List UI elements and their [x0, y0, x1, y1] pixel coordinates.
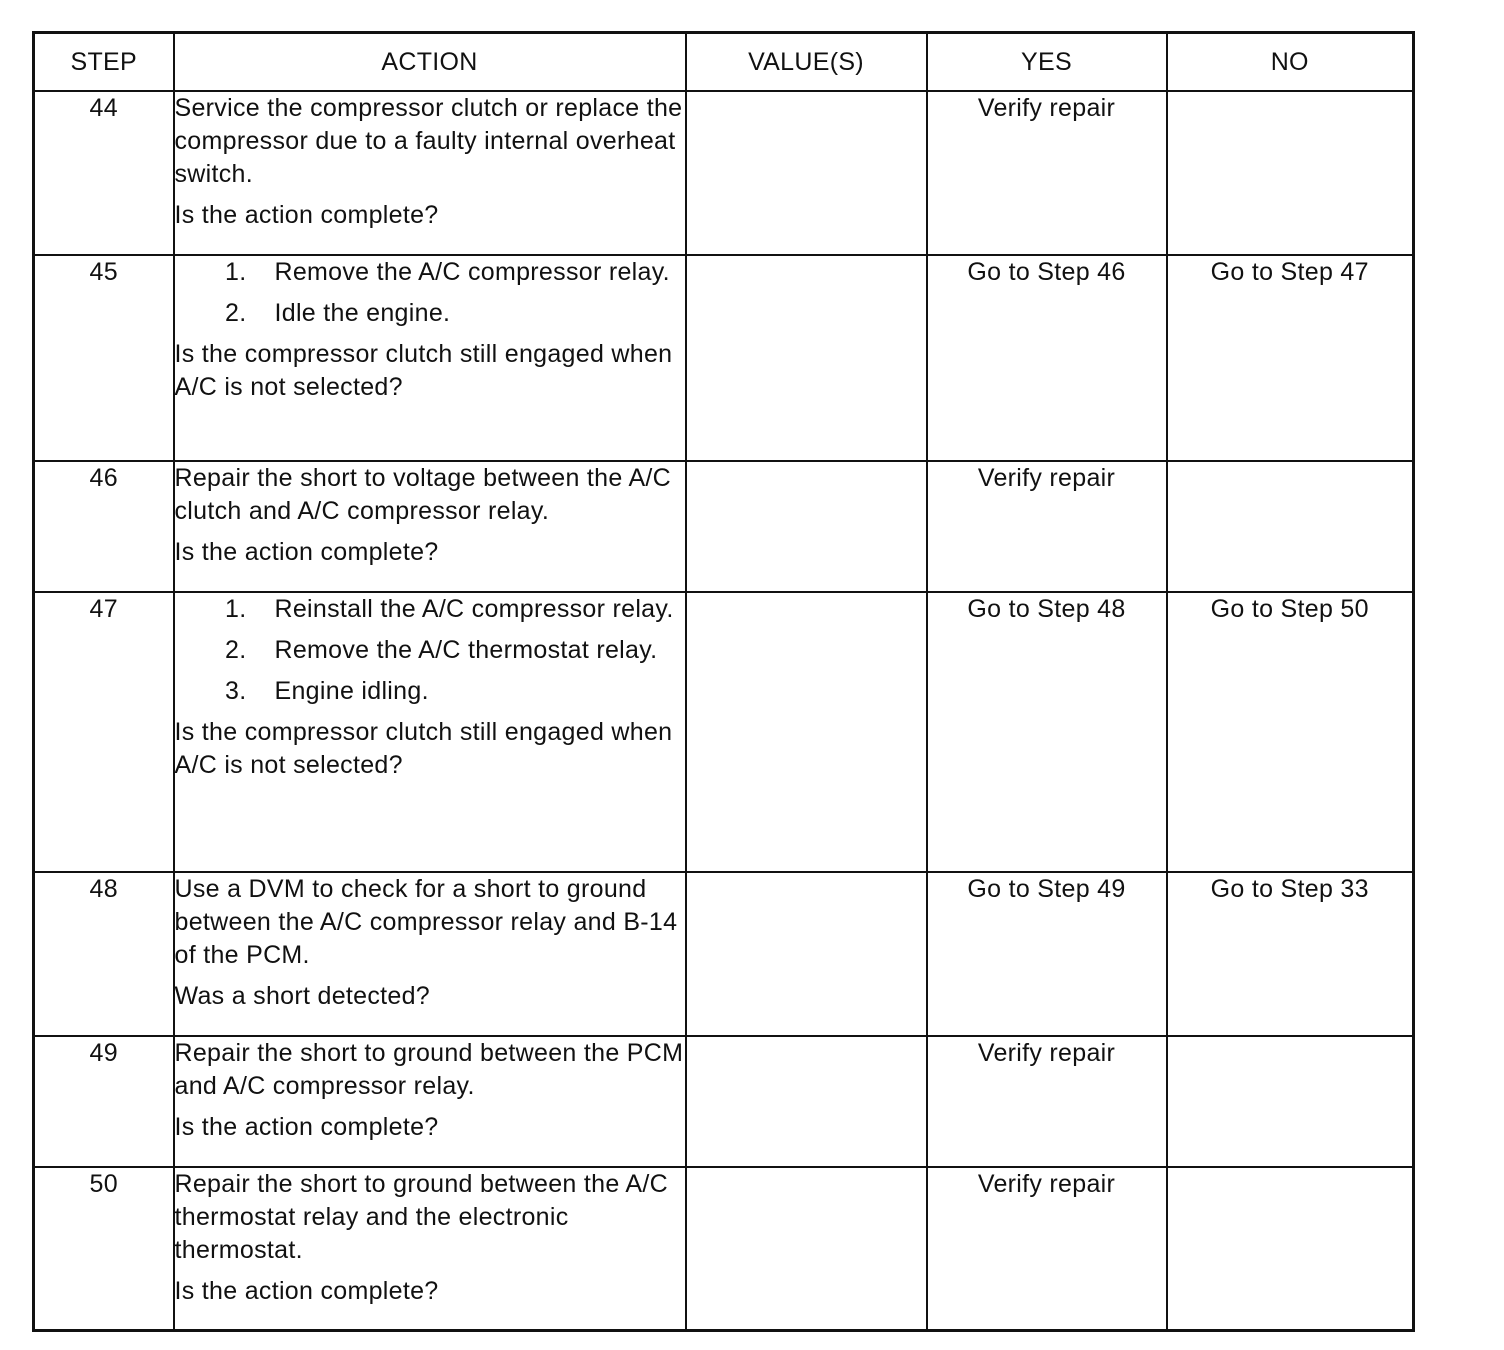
action-cell: [174, 91, 686, 255]
list-text: Reinstall the A/C compressor relay.: [274, 595, 674, 623]
action-text: Repair the short to ground between the A/C thermostat relay and the electronic thermostat.: [174, 1170, 668, 1264]
action-text: Repair the short to ground between the PCM and A/C compressor relay.: [174, 1039, 684, 1100]
action-text: Repair the short to voltage between the A/C clutch and A/C compressor relay.: [174, 464, 672, 525]
step-number: 48: [34, 872, 174, 1036]
action-cell: [174, 1167, 686, 1330]
action-question: Is the compressor clutch still engaged when A/C is not selected?: [174, 340, 673, 401]
value-cell: [686, 1036, 927, 1167]
list-number: 2.: [225, 299, 247, 327]
header-values: VALUE(S): [686, 33, 927, 92]
list-item: [175, 675, 685, 708]
no-cell: Go to Step 50: [1167, 592, 1414, 872]
action-text: Use a DVM to check for a short to ground between the A/C compressor relay and B-14 of the PCM.: [174, 875, 678, 969]
action-cell: [174, 592, 686, 872]
table-row: [34, 1036, 1414, 1167]
no-cell: [1167, 1167, 1414, 1330]
yes-cell: Go to Step 46: [927, 255, 1167, 461]
action-question: Is the action complete?: [174, 1113, 439, 1141]
list-number: 1.: [225, 595, 247, 623]
step-number: 50: [34, 1167, 174, 1330]
table-row: [34, 461, 1414, 592]
action-question: Is the compressor clutch still engaged when A/C is not selected?: [174, 718, 673, 779]
header-step: STEP: [34, 33, 174, 92]
value-cell: [686, 1167, 927, 1330]
yes-cell: Verify repair: [927, 91, 1167, 255]
action-cell: [174, 872, 686, 1036]
header-no: NO: [1167, 33, 1414, 92]
yes-cell: Verify repair: [927, 461, 1167, 592]
no-cell: Go to Step 33: [1167, 872, 1414, 1036]
action-cell: [174, 461, 686, 592]
value-cell: [686, 592, 927, 872]
list-text: Idle the engine.: [274, 299, 451, 327]
action-question: Is the action complete?: [174, 1277, 439, 1305]
yes-cell: Verify repair: [927, 1036, 1167, 1167]
list-item: [175, 593, 685, 626]
list-text: Remove the A/C compressor relay.: [274, 258, 670, 286]
action-list: [175, 593, 685, 708]
header-action: ACTION: [174, 33, 686, 92]
yes-cell: Go to Step 49: [927, 872, 1167, 1036]
list-item: [175, 297, 685, 330]
action-list: [175, 256, 685, 330]
action-cell: [174, 255, 686, 461]
action-cell: [174, 1036, 686, 1167]
action-question: Is the action complete?: [174, 538, 439, 566]
action-question: Was a short detected?: [174, 982, 431, 1010]
no-cell: [1167, 91, 1414, 255]
action-text: Service the compressor clutch or replace the compressor due to a faulty internal overheat switch.: [174, 94, 683, 188]
no-cell: Go to Step 47: [1167, 255, 1414, 461]
action-question: Is the action complete?: [174, 201, 439, 229]
no-cell: [1167, 1036, 1414, 1167]
no-cell: [1167, 461, 1414, 592]
table-row: [34, 592, 1414, 872]
table-row: [34, 91, 1414, 255]
table-row: [34, 872, 1414, 1036]
yes-cell: Verify repair: [927, 1167, 1167, 1330]
step-number: 44: [34, 91, 174, 255]
value-cell: [686, 255, 927, 461]
table-row: [34, 1167, 1414, 1330]
step-number: 46: [34, 461, 174, 592]
value-cell: [686, 461, 927, 592]
step-number: 47: [34, 592, 174, 872]
list-number: 3.: [225, 677, 247, 705]
header-yes: YES: [927, 33, 1167, 92]
list-number: 1.: [225, 258, 247, 286]
list-item: [175, 256, 685, 289]
header-row: [34, 33, 1414, 92]
list-number: 2.: [225, 636, 247, 664]
list-text: Engine idling.: [274, 677, 429, 705]
step-number: 45: [34, 255, 174, 461]
diagnostic-table: [32, 31, 1415, 1332]
step-number: 49: [34, 1036, 174, 1167]
value-cell: [686, 91, 927, 255]
table-row: [34, 255, 1414, 461]
value-cell: [686, 872, 927, 1036]
list-item: [175, 634, 685, 667]
yes-cell: Go to Step 48: [927, 592, 1167, 872]
list-text: Remove the A/C thermostat relay.: [274, 636, 658, 664]
